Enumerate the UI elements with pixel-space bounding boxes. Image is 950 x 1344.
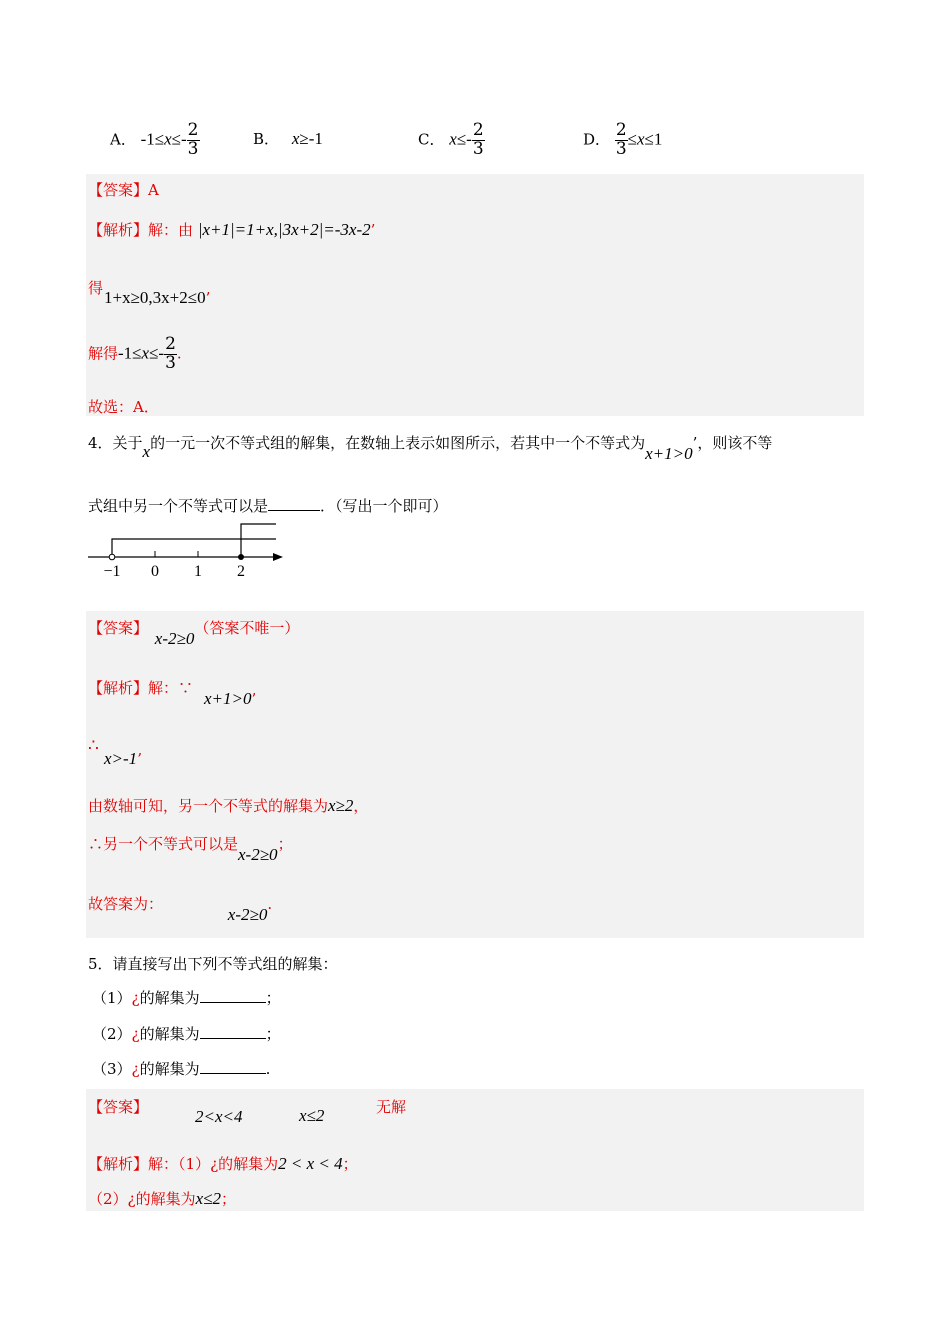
option-a-expr: -1≤x≤- — [140, 129, 187, 149]
q5-answer-tag: 【答案】 — [88, 1098, 149, 1116]
item-text: 的解集为 — [139, 1060, 200, 1078]
range-bracket-2 — [241, 524, 276, 557]
analysis-tag: 【解析】 — [88, 1155, 149, 1173]
answer-blank[interactable] — [268, 510, 320, 511]
placeholder-glyph: ¿ — [210, 1155, 219, 1173]
q5-item-1 — [92, 987, 281, 1008]
option-c-label: C． — [418, 130, 445, 149]
answer-tag: 【答案】 — [88, 181, 149, 199]
placeholder-glyph: ¿ — [131, 1025, 140, 1043]
analysis-intro: 解：（1） — [148, 1155, 211, 1173]
item-number: （1） — [92, 989, 132, 1007]
q4-step2 — [104, 749, 142, 769]
q5-item-2 — [92, 1023, 281, 1044]
analysis-intro: 解：由 — [148, 221, 194, 239]
option-d — [583, 122, 662, 159]
q4-stem-2: 式组中另一个不等式可以是 — [88, 497, 269, 515]
comma: ’ — [251, 690, 257, 708]
comma: ’ — [205, 289, 211, 307]
step5-end: . — [267, 895, 273, 913]
q4-step4 — [88, 833, 293, 864]
q3-de: 得 — [88, 279, 104, 297]
option-b-expr: x≥-1 — [291, 129, 323, 148]
item-end: . — [265, 1060, 271, 1078]
line1-text: 的解集为 — [218, 1155, 279, 1173]
q4-answer-panel — [86, 611, 864, 938]
q4-answer-line — [88, 617, 300, 648]
label-1: 1 — [194, 563, 202, 580]
result-fraction: $\frac{2}{3}$ — [165, 334, 176, 373]
q5-answer-2: x≤2 — [299, 1106, 325, 1125]
q4-number: 4．关于 — [88, 434, 143, 452]
conditions-expr: 1+x≥0,3x+2≤0 — [104, 288, 206, 307]
q4-analysis-line — [88, 677, 193, 698]
var-x: x — [142, 442, 151, 461]
option-a-fraction: $\frac{2}{3}$ — [187, 120, 199, 159]
q3-result — [88, 336, 182, 373]
analysis-intro: 解：∵ — [148, 679, 194, 697]
answer-value: A — [148, 181, 159, 199]
q4-stem-end: ，则该不等 — [697, 434, 773, 452]
result-label: 解得 — [88, 344, 119, 363]
option-c — [418, 122, 485, 159]
answer-blank-2[interactable] — [200, 1038, 266, 1039]
item-end: ； — [265, 989, 281, 1007]
abs-equations: |x+1|=1+x,|3x+2|=-3x-2 — [197, 220, 371, 239]
analysis-tag: 【解析】 — [88, 679, 149, 697]
step4-end: ； — [277, 835, 293, 853]
q3-choice: 故选：A． — [88, 398, 159, 416]
item-text: 的解集为 — [139, 989, 200, 1007]
answer-blank-3[interactable] — [200, 1073, 266, 1074]
step1-expr: x+1>0 — [204, 689, 252, 708]
option-d-expr: ≤x≤1 — [627, 129, 663, 149]
placeholder-glyph: ¿ — [131, 989, 140, 1007]
step5-expr: x-2≥0 — [227, 905, 268, 924]
step3-end: ， — [353, 797, 369, 815]
option-b-label: B． — [253, 130, 280, 148]
placeholder-glyph: ¿ — [131, 1060, 140, 1078]
item-text: 的解集为 — [139, 1025, 200, 1043]
item-number: （2） — [92, 1025, 132, 1043]
q4-stem-3: ．（写出一个即可） — [320, 497, 448, 515]
q5-analysis-line1 — [88, 1153, 358, 1174]
step2-expr: x>-1 — [104, 749, 138, 768]
q4-step5 — [88, 893, 273, 924]
option-b — [253, 128, 323, 149]
given-inequality: x+1>0 — [645, 444, 693, 463]
step3-expr: x≥2 — [328, 796, 354, 815]
axis-arrow — [273, 553, 283, 561]
q5-item-3 — [92, 1058, 270, 1079]
item-number: （3） — [92, 1060, 132, 1078]
q3-analysis-line — [88, 219, 375, 240]
line1-expr: 2 < x < 4 — [278, 1154, 343, 1173]
option-c-expr: x≤- — [449, 129, 472, 149]
placeholder-glyph: ¿ — [127, 1190, 136, 1208]
line1-end: ； — [342, 1155, 358, 1173]
therefore-sign: ∴ — [88, 736, 99, 756]
step4-text: ∴另一个不等式可以是 — [88, 835, 239, 853]
option-c-fraction: $\frac{2}{3}$ — [472, 120, 484, 159]
analysis-tag: 【解析】 — [88, 221, 149, 239]
comma: ’ — [692, 434, 698, 452]
line2-end: ； — [221, 1190, 237, 1208]
label-minus1: −1 — [103, 563, 121, 580]
range-bracket-1 — [112, 539, 276, 557]
step3-text: 由数轴可知，另一个不等式的解集为 — [88, 797, 329, 815]
label-2: 2 — [237, 563, 245, 580]
closed-dot — [238, 554, 244, 560]
comma: ’ — [137, 750, 142, 768]
answer-expr: x-2≥0 — [154, 629, 195, 648]
option-a — [110, 122, 200, 159]
q4-stem: 的一元一次不等式组的解集，在数轴上表示如图所示，若其中一个不等式为 — [150, 434, 646, 452]
comma: ’ — [370, 221, 376, 239]
item-end: ； — [265, 1025, 281, 1043]
q3-answer-line — [88, 179, 159, 200]
answer-blank-1[interactable] — [200, 1002, 266, 1003]
q5-title: 5．请直接写出下列不等式组的解集： — [88, 955, 338, 973]
answer-tag: 【答案】 — [88, 619, 149, 637]
answer-note: （答案不唯一） — [194, 619, 300, 637]
q5-answer-1: 2<x<4 — [195, 1107, 243, 1126]
result-expr: -1≤x≤- — [118, 343, 165, 363]
step4-expr: x-2≥0 — [238, 845, 278, 864]
option-d-label: D． — [583, 130, 611, 149]
label-0: 0 — [151, 563, 159, 580]
q3-conditions — [104, 288, 210, 308]
step5-text: 故答案为： — [88, 895, 164, 913]
q4-line1 — [88, 432, 773, 463]
q4-step3 — [88, 795, 368, 816]
period: . — [176, 344, 182, 363]
q5-analysis-line2 — [88, 1188, 236, 1209]
open-dot — [109, 554, 115, 560]
line2-expr: x≤2 — [195, 1189, 221, 1208]
option-a-label: A． — [110, 130, 136, 149]
item-number: （2） — [88, 1190, 128, 1208]
number-line — [86, 520, 286, 580]
q4-line2 — [88, 495, 448, 516]
option-d-fraction: $\frac{2}{3}$ — [615, 120, 627, 159]
line2-text: 的解集为 — [135, 1190, 196, 1208]
q5-answer-3: 无解 — [376, 1098, 407, 1116]
q4-step1 — [204, 689, 256, 709]
